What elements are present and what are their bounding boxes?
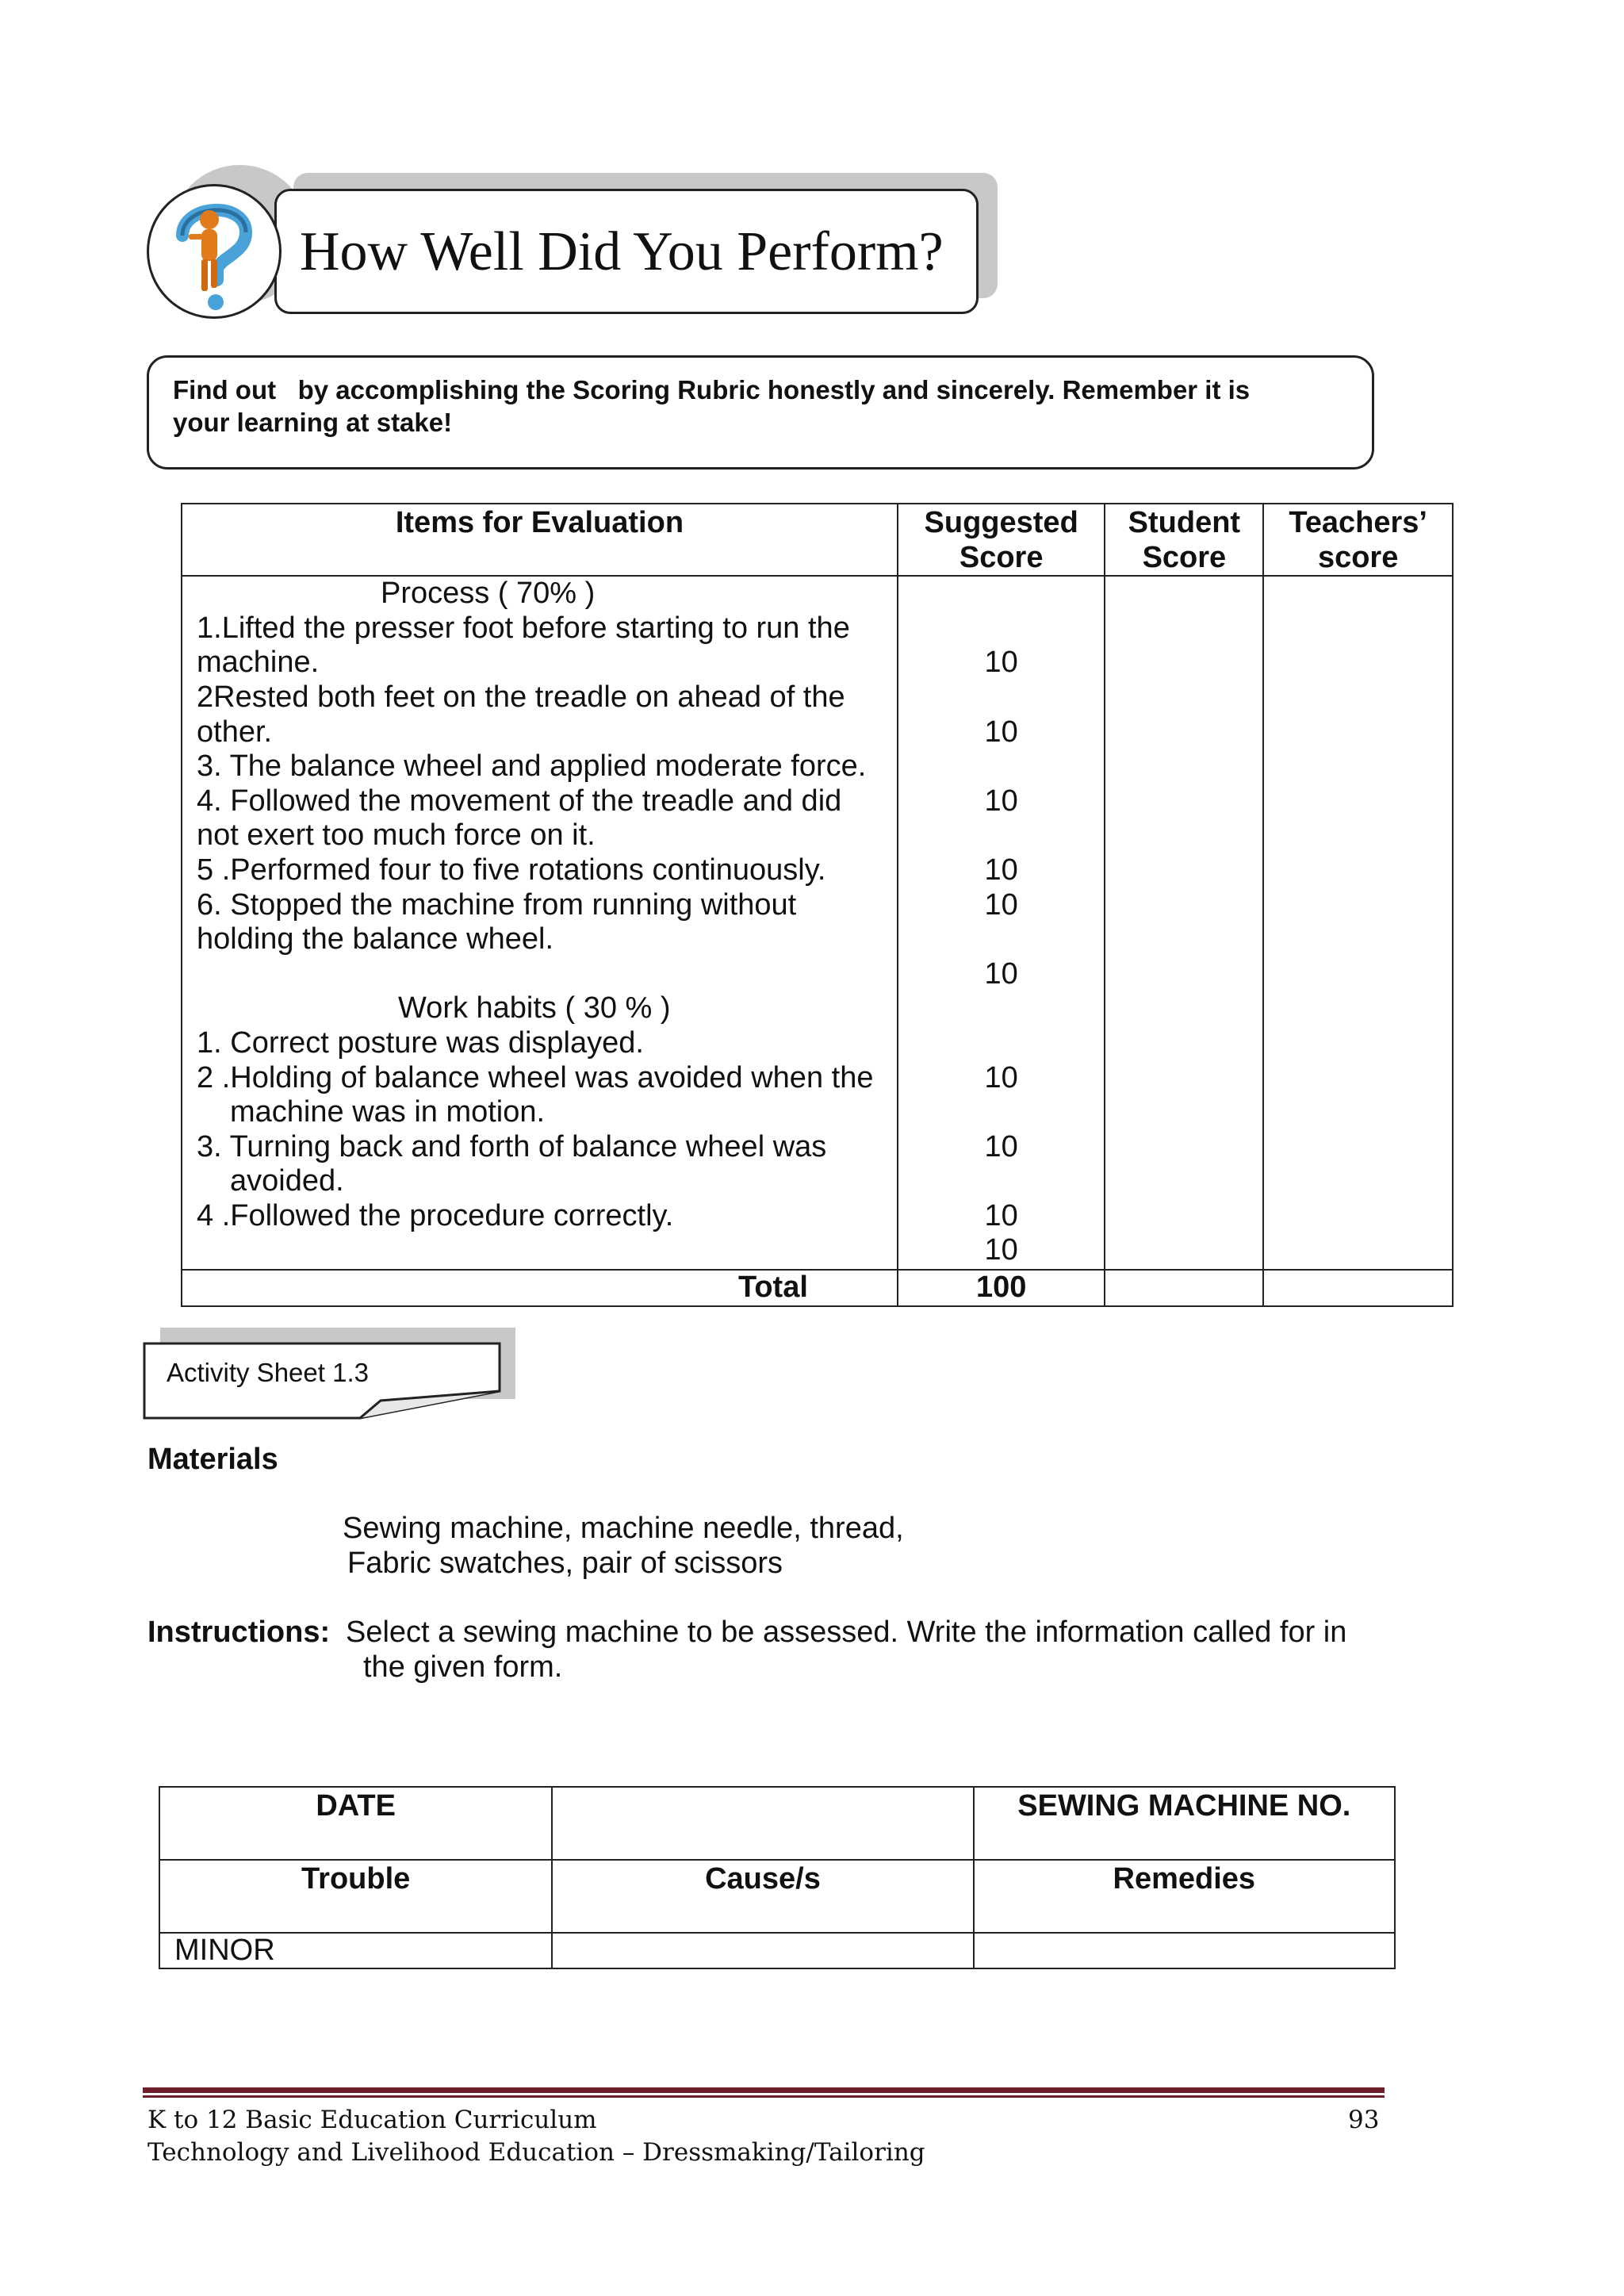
list-item: holding the balance wheel.: [197, 922, 554, 956]
materials-line: Fabric swatches, pair of scissors: [347, 1547, 783, 1580]
footer-curriculum: K to 12 Basic Education Curriculum: [147, 2106, 597, 2134]
header-student-score: Student Score: [1105, 504, 1263, 576]
teacher-total-cell[interactable]: [1263, 1270, 1453, 1306]
score-value: 10: [984, 1233, 1018, 1267]
instructions-heading: Instructions:: [147, 1616, 331, 1649]
list-item: [182, 957, 897, 992]
list-item: 5 .Performed four to five rotations continuously.: [197, 853, 826, 887]
minor-label: MINOR: [159, 1933, 552, 1968]
total-label: Total: [182, 1270, 898, 1306]
form-row: [159, 1933, 1395, 1968]
footer-subject: Technology and Livelihood Education – Dressmaking/Tailoring: [147, 2138, 925, 2167]
list-item: 3. Turning back and forth of balance wheel was: [197, 1129, 827, 1163]
minor-cause-field[interactable]: [552, 1933, 973, 1968]
score-value: [898, 1026, 1105, 1061]
remedies-header: Remedies: [974, 1860, 1395, 1933]
scoring-rubric-table: [181, 503, 1454, 1307]
list-item: 4. Followed the movement of the treadle and did: [197, 784, 842, 818]
score-value: [898, 577, 1105, 611]
page-title: How Well Did You Perform?: [300, 221, 944, 282]
page-number: 93: [1348, 2106, 1380, 2134]
score-value: 10: [984, 646, 1018, 680]
instructions-line: the given form.: [363, 1650, 563, 1684]
score-value: [898, 991, 1105, 1026]
trouble-header: Trouble: [159, 1860, 552, 1933]
score-value: 10: [984, 1198, 1018, 1232]
minor-remedy-field[interactable]: [974, 1933, 1395, 1968]
rubric-header-row: [182, 504, 1453, 576]
list-item: machine was in motion.: [230, 1095, 546, 1129]
instruction-line: your learning at stake!: [173, 408, 453, 437]
list-item: 4 .Followed the procedure correctly.: [197, 1198, 674, 1232]
suggested-scores-cell: [898, 576, 1105, 1270]
header-suggested-score: Suggested Score: [898, 504, 1105, 576]
score-value: 10: [984, 887, 1018, 922]
total-row: [182, 1270, 1453, 1306]
score-value: [898, 680, 1105, 715]
header-teacher-score: Teachers’ score: [1263, 504, 1453, 576]
student-total-cell[interactable]: [1105, 1270, 1263, 1306]
score-value: 10: [984, 715, 1018, 749]
list-item: 3. The balance wheel and applied moderate force.: [197, 749, 867, 784]
score-value: 10: [984, 784, 1018, 818]
score-value: [898, 1164, 1105, 1199]
score-value: 10: [984, 1129, 1018, 1163]
list-item: [182, 1233, 897, 1268]
items-cell: [182, 576, 898, 1270]
form-row: [159, 1787, 1395, 1860]
header-items: Items for Evaluation: [182, 504, 898, 576]
activity-sheet-label: Activity Sheet 1.3: [167, 1358, 369, 1387]
score-value: 10: [984, 1060, 1018, 1094]
list-item: not exert too much force on it.: [197, 818, 596, 853]
student-score-cell[interactable]: [1105, 576, 1263, 1270]
score-value: 10: [984, 956, 1018, 991]
machine-no-header: SEWING MACHINE NO.: [974, 1787, 1395, 1860]
teacher-score-cell[interactable]: [1263, 576, 1453, 1270]
form-row: [159, 1860, 1395, 1933]
date-header: DATE: [159, 1787, 552, 1860]
materials-heading: Materials: [147, 1443, 278, 1476]
score-value: [898, 922, 1105, 957]
date-field[interactable]: [552, 1787, 973, 1860]
list-item: avoided.: [230, 1164, 344, 1198]
list-item: machine.: [197, 646, 320, 680]
sewing-machine-form: [159, 1786, 1396, 1969]
section-heading: Process ( 70% ): [381, 577, 596, 611]
total-value: 100: [898, 1270, 1105, 1306]
list-item: 6. Stopped the machine from running without: [197, 887, 797, 922]
list-item: 2 .Holding of balance wheel was avoided when the: [197, 1060, 874, 1094]
materials-line: Sewing machine, machine needle, thread,: [343, 1512, 904, 1545]
list-item: 1.Lifted the presser foot before starting to run the: [197, 611, 850, 645]
question-figure-icon: [147, 184, 282, 319]
score-value: [898, 818, 1105, 853]
list-item: other.: [197, 715, 273, 749]
instruction-box: [147, 355, 1374, 470]
score-value: [898, 611, 1105, 646]
score-value: [898, 749, 1105, 784]
list-item: 2Rested both feet on the treadle on ahead of the: [197, 680, 845, 714]
list-item: 1. Correct posture was displayed.: [197, 1025, 644, 1060]
instructions-line: Select a sewing machine to be assessed. Write the information called for in: [346, 1616, 1347, 1649]
causes-header: Cause/s: [552, 1860, 973, 1933]
rubric-body-row: [182, 576, 1453, 1270]
section-heading: Work habits ( 30 % ): [398, 991, 671, 1025]
score-value: 10: [984, 853, 1018, 887]
score-value: [898, 1095, 1105, 1130]
instruction-line: Find out by accomplishing the Scoring Rubric honestly and sincerely. Remember it is: [173, 375, 1251, 404]
footer-rule-thin: [143, 2095, 1385, 2098]
footer-rule: [143, 2087, 1385, 2093]
